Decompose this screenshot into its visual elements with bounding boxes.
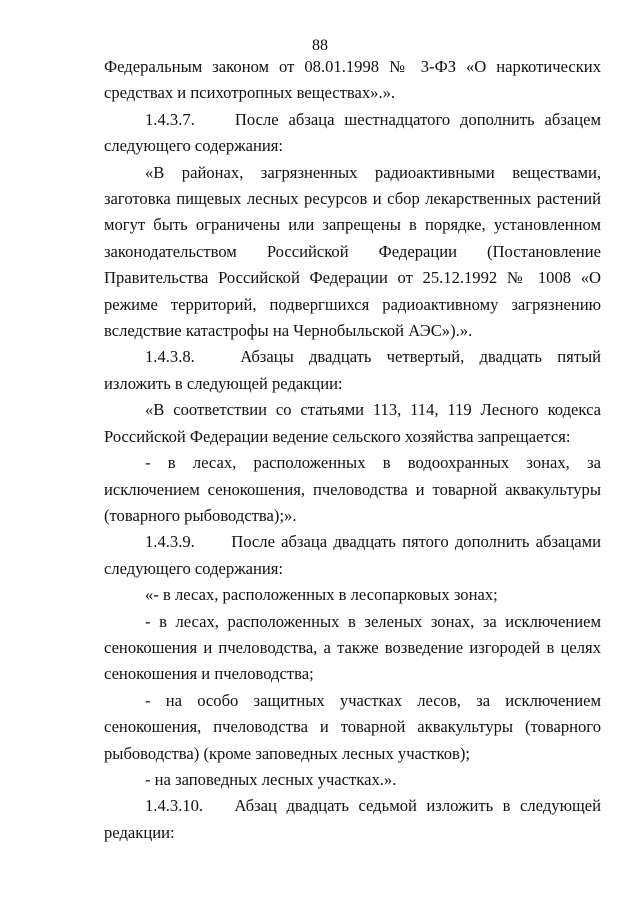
paragraph-quoted — [104, 160, 601, 345]
paragraph-list-item — [104, 609, 601, 688]
paragraph-numbered — [104, 344, 601, 397]
paragraph-text: - в лесах, расположенных в водоохранных зонах, за исключением сенокошения, пчеловодства и товарной аквакультуры (товарного рыбоводства);». — [104, 453, 601, 525]
paragraph-text: «- в лесах, расположенных в лесопарковых зонах; — [145, 585, 498, 605]
paragraph-continuation — [104, 54, 601, 107]
paragraph-text: - на заповедных лесных участках.». — [145, 769, 397, 789]
paragraph-numbered — [104, 107, 601, 160]
paragraph-text: «В районах, загрязненных радиоактивными веществами, заготовка пищевых лесных ресурсов и сбор лекарственных растений могут быть ограничены или запрещены в порядке, установленном законодательством Российской Федерации (Постановление Правительства Российской Федерации от 25.12.1992 № 1008 «О режиме территорий, подвергшихся радиоактивному загрязнению вследствие катастрофы на Чернобыльской АЭС»).». — [104, 162, 601, 341]
paragraph-list-item — [104, 450, 601, 529]
paragraph-text: - в лесах, расположенных в зеленых зонах, за исключением сенокошения и пчеловодства, а также возведение изгородей в целях сенокошения и пчеловодства; — [104, 611, 601, 684]
paragraph-text: После абзаца шестнадцатого дополнить абзацем следующего содержания: — [104, 109, 601, 156]
paragraph-text: «В соответствии со статьями 113, 114, 119 Лесного кодекса Российской Федерации ведение сельского хозяйства запрещается: — [104, 400, 601, 446]
paragraph-numbered — [104, 793, 601, 846]
paragraph-text: Абзац двадцать седьмой изложить в следующей редакции: — [104, 796, 601, 842]
clause-number: 1.4.3.8. — [145, 347, 195, 367]
paragraph-text: Федеральным законом от 08.01.1998 № 3-ФЗ «О наркотических средствах и психотропных веществах».». — [104, 57, 601, 103]
paragraph-text: Абзацы двадцать четвертый, двадцать пятый изложить в следующей редакции: — [104, 347, 601, 393]
paragraph-list-item — [104, 767, 601, 793]
paragraph-text: - на особо защитных участках лесов, за исключением сенокошения, пчеловодства и товарной аквакультуры (товарного рыбоводства) (кроме заповедных лесных участков); — [104, 690, 601, 763]
paragraph-list-item — [104, 582, 601, 608]
paragraph-text: После абзаца двадцать пятого дополнить абзацами следующего содержания: — [104, 532, 601, 578]
clause-number: 1.4.3.7. — [145, 109, 195, 129]
paragraph-numbered — [104, 529, 601, 582]
clause-number: 1.4.3.10. — [145, 796, 204, 816]
paragraph-quoted — [104, 397, 601, 450]
document-body — [104, 54, 601, 846]
page-number: 88 — [312, 37, 328, 54]
paragraph-list-item — [104, 688, 601, 767]
clause-number: 1.4.3.9. — [145, 532, 195, 552]
